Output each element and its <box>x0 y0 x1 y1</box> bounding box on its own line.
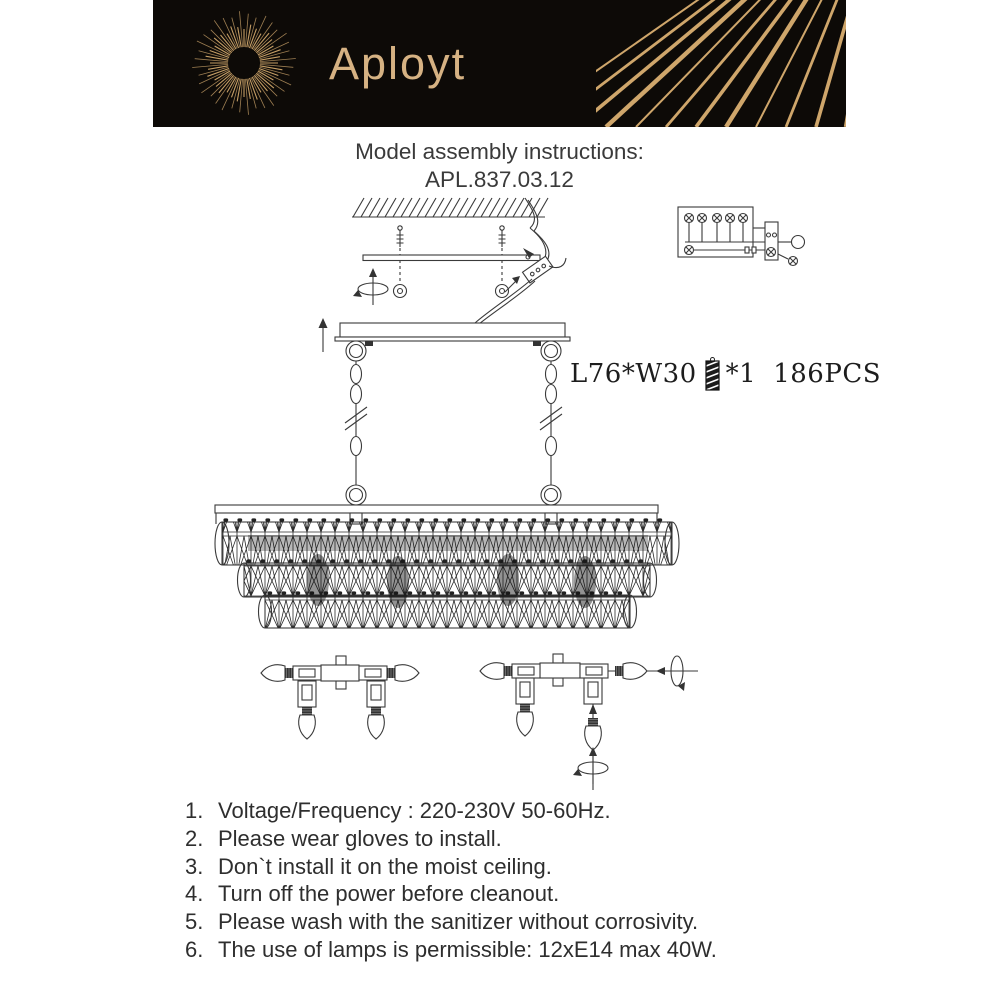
candle-bulb-icon <box>368 707 385 739</box>
instructions-list <box>185 797 845 964</box>
title-block <box>153 138 846 194</box>
spec-crystal-qty: *1 <box>725 359 757 389</box>
candle-bulb-detached-icon <box>585 718 602 750</box>
page-title: Model assembly instructions: <box>355 139 644 164</box>
brand-name: Aployt <box>329 37 467 89</box>
instruction-item: 1. Voltage/Frequency : 220-230V 50-60Hz. <box>185 798 611 823</box>
spec-line <box>570 356 881 392</box>
rotation-arrow-icon <box>573 747 608 784</box>
sunburst-logo-icon <box>188 7 300 119</box>
candle-bulb-detached-icon <box>615 663 647 680</box>
mounting-bar <box>363 255 540 261</box>
spec-size: L76*W30 <box>570 359 697 389</box>
assembly-diagram <box>153 190 846 800</box>
instruction-item: 3. Don`t install it on the moist ceiling. <box>185 853 552 879</box>
ceiling-hatch <box>353 198 548 217</box>
instruction-item: 5. Please wash with the sanitizer without corrosivity. <box>185 909 699 935</box>
bulb-diagram-assembled <box>261 656 419 739</box>
candle-bulb-icon <box>517 704 534 736</box>
crystal-prism-icon <box>704 357 721 391</box>
candle-bulb-icon <box>261 665 293 682</box>
instruction-item: 2. Please wear gloves to install. <box>185 825 502 851</box>
brand-header <box>153 0 846 127</box>
bulb-diagram-installation <box>480 654 698 790</box>
diagonal-rays-icon <box>596 0 846 127</box>
chandelier-frame-bar <box>215 505 658 513</box>
candle-bulb-icon <box>299 707 316 739</box>
candle-bulb-icon <box>480 663 512 680</box>
chandelier-body <box>215 505 679 628</box>
screw-left-icon <box>394 226 407 298</box>
screw-right-icon <box>496 226 509 298</box>
sunburst-center <box>229 48 259 78</box>
wiring-schematic <box>678 207 805 266</box>
chain-right <box>540 341 562 505</box>
ceiling-mount-diagram <box>352 198 566 324</box>
rotation-arrow-icon <box>656 656 693 691</box>
chain-left <box>345 341 367 505</box>
spec-pieces: 186PCS <box>773 359 882 389</box>
model-number: APL.837.03.12 <box>425 167 574 192</box>
rotation-arrow-icon <box>353 268 388 305</box>
instruction-item: 4. Turn off the power before cleanout. <box>185 881 560 907</box>
candle-bulb-icon <box>387 665 419 682</box>
instruction-item: 6. The use of lamps is permissible: 12xE14 max 40W. <box>185 936 717 962</box>
